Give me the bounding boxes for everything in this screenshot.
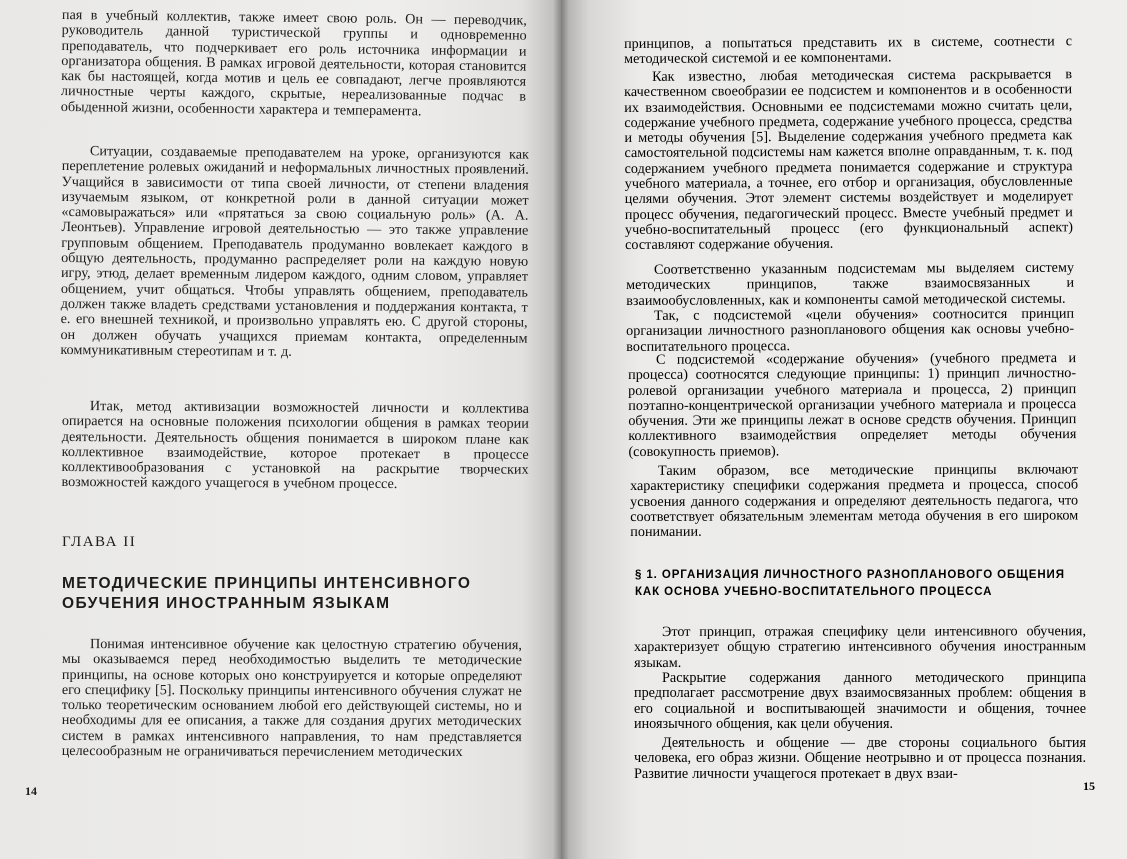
right-paragraph-6: Таким образом, все методические принципы включают характеристику специфики содержания предмета и процесса, способ усвоения данного содержания и определяют деятельность педагога, что соответствует обязательным элементам метода обучения в его широком понимании. xyxy=(630,461,1079,541)
right-paragraph-3: Соответственно указанным подсистемам мы выделяем систему методических принципов, также взаимосвязанных и взаимообусловленных, как и компоненты самой методической системы. xyxy=(626,259,1075,309)
page-number-left: 14 xyxy=(25,784,37,798)
left-paragraph-3: Итак, метод активизации возможностей личности и коллектива опирается на основные положения психологии общения в рамках теории деятельности. Деятельность общения понимается в широком плане как коллективное взаимодействие, которое протекает в процессе коллективообразования с установкой на раскрытие творческих возможностей каждого учащегося в учебном процессе. xyxy=(61,398,529,493)
right-paragraph-8: Раскрытие содержания данного методического принципа предполагает рассмотрение двух взаимосвязанных проблем: общения в его социальной и воспитывающей значимости и общения, точнее иноязычного общения, как цели обучения. xyxy=(634,670,1086,732)
left-paragraph-2: Ситуации, создаваемые преподавателем на уроке, организуются как переплетение ролевых ожиданий и неформальных личностных проявлений. Учащийся в зависимости от типа своей личности, от степени владения изучаемым языком, от конкретной роли в данной ситуации может «самовыражаться» или «прятаться за свою социальную роль» (А. А. Леонтьев). Управление игровой деятельностью — это также управление групповым общением. Преподаватель продуманно вовлекает каждого в общую деятельность, продуманно распределяет роли на каждую новую игру, этюд, делает временным лидером каждого, одним словом, управляет общением, учит общаться. Чтобы управлять общением, преподаватель должен также владеть средствами установления и поддержания контакта, т е. его внешней техникой, и произвольно управлять ею. С другой стороны, он должен обучать учащихся приемам контакта, определенным коммуникативным стереотипам и т. д. xyxy=(60,143,529,360)
book-gutter xyxy=(553,0,569,859)
right-paragraph-5: С подсистемой «содержание обучения» (учебного предмета и процесса) соотносятся следующие принципы: 1) принцип личностно-ролевой организации учебного материала и процесса, 2) принцип поэтапно-концентрической организации учебного материала и процесса обучения. Эти же принципы лежат в основе средств обучения. Принцип коллективного взаимодействия определяет методы обучения (совокупность приемов). xyxy=(628,350,1077,460)
left-page xyxy=(0,0,561,859)
right-paragraph-9: Деятельность и общение — две стороны социального бытия человека, его образ жизни. Общение неотрывно и от процесса познания. Развитие личности учащегося протекает в двух взаи- xyxy=(634,735,1086,782)
right-paragraph-7: Этот принцип, отражая специфику цели интенсивного обучения, характеризует общую стратегию интенсивного обучения иностранным языкам. xyxy=(634,623,1087,671)
page-number-right: 15 xyxy=(1083,779,1095,793)
left-paragraph-4: Понимая интенсивное обучение как целостную стратегию обучения, мы оказываемся перед необходимостью выделить те методические принципы, на основе которых оно конструируется и которые определяют его специфику [5]. Поскольку принципы интенсивного обучения служат не только теоретическим основанием любой его действующей системы, но и необходимы для ее описания, а также для создания других методических систем в рамках интенсивного направления, то нам представляется целесообразным не ограничиваться перечислением методических xyxy=(61,636,523,761)
right-paragraph-1: принципов, а попытаться представить их в системе, соотнести с методической системой и ее компонентами. xyxy=(623,33,1073,68)
section-title: § 1. ОРГАНИЗАЦИЯ ЛИЧНОСТНОГО РАЗНОПЛАНОВОГО ОБЩЕНИЯ КАК ОСНОВА УЧЕБНО-ВОСПИТАТЕЛЬНОГО ПРОЦЕССА xyxy=(635,569,1065,598)
right-paragraph-4: Так, с подсистемой «цели обучения» соотносится принцип организации личностного разнопланового общения как основы учебно-воспитательного процесса. xyxy=(626,305,1075,355)
right-paragraph-2: Как известно, любая методическая система раскрывается в качественном своеобразии ее подсистем и компонентов и в особенности их взаимодействия. Основными ее подсистемами можно считать цели, содержание учебного предмета, содержание учебного процесса, средства и методы обучения [5]. Выделение содержания учебного предмета как самостоятельной подсистемы нам кажется вполне оправданным, т. к. под содержанием учебного предмета понимается содержание и структура учебного материала, а точнее, его отбор и организация, обусловленные целями обучения. Этот элемент системы воздействует и моделирует процесс обучения, педагогический процесс. Вместе учебный предмет и учебно-воспитательный процесс (его функциональный аспект) составляют содержание обучения. xyxy=(624,66,1074,254)
left-paragraph-1: пая в учебный коллектив, также имеет свою роль. Он — переводчик, руководитель данной туристической группы и одновременно преподаватель, что подчеркивает его роль источника информации и организатора общения. В рамках игровой деятельности, которая становится как бы настоящей, когда мотив и цель ее совпадают, легче проявляются личностные черты каждого, скрытые, нереализованные подчас в обыденной жизни, особенности характера и темперамента. xyxy=(60,7,527,120)
chapter-label: ГЛАВА II xyxy=(62,534,137,550)
chapter-title: МЕТОДИЧЕСКИЕ ПРИНЦИПЫ ИНТЕНСИВНОГО ОБУЧЕНИЯ ИНОСТРАННЫМ ЯЗЫКАМ xyxy=(62,575,472,612)
